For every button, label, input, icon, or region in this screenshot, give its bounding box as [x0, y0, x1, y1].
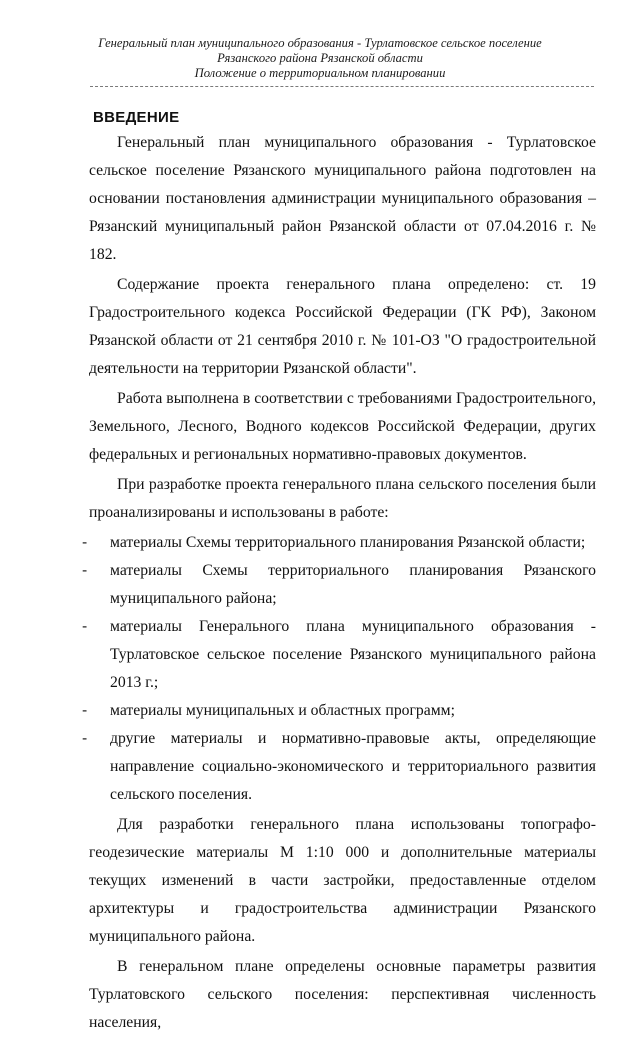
list-item	[82, 725, 596, 809]
running-header	[0, 36, 640, 81]
list-item	[82, 697, 596, 725]
paragraph-compliance: Работа выполнена в соответствии с требованиями Градостроительного, Земельного, Лесного, Водного кодексов Российской Федерации, других федеральных и региональных нормативно-правовых документов.	[89, 390, 596, 463]
header-region-line: Рязанского района Рязанской области	[217, 51, 423, 65]
bullet-dash: -	[82, 562, 88, 579]
list-item	[82, 613, 596, 697]
paragraph-intro: Генеральный план муниципального образования - Турлатовское сельское поселение Рязанского муниципального района подготовлен на основании постановления администрации муниципального образования – Рязанский муниципальный район Рязанской области от 07.04.2016 г. № 182.	[89, 134, 596, 263]
document-body	[82, 107, 596, 1039]
header-divider	[90, 86, 594, 87]
paragraph-materials-intro: При разработке проекта генерального плана сельского поселения были проанализированы и использованы в работе:	[89, 476, 596, 521]
paragraph-content-basis: Содержание проекта генерального плана определено: ст. 19 Градостроительного кодекса Российской Федерации (ГК РФ), Законом Рязанской области от 21 сентября 2010 г. № 101-ОЗ "О градостроительной деятельности на территории Рязанской области".	[89, 276, 596, 377]
list-item-text: материалы Схемы территориального планирования Рязанской области;	[110, 534, 586, 551]
list-item-text: другие материалы и нормативно-правовые акты, определяющие направление социально-экономического и территориального развития сельского поселения.	[110, 730, 596, 803]
header-section-line: Положение о территориальном планировании	[194, 66, 446, 80]
header-title-line: Генеральный план муниципального образования - Турлатовское сельское поселение	[98, 36, 542, 50]
bullet-dash: -	[82, 702, 88, 719]
list-item-text: материалы Схемы территориального планирования Рязанского муниципального района;	[110, 562, 596, 607]
bullet-dash: -	[82, 730, 88, 747]
list-item	[82, 529, 596, 557]
list-item-text: материалы Генерального плана муниципального образования - Турлатовское сельское поселение Рязанского муниципального района 2013 г.;	[110, 618, 596, 691]
bullet-dash: -	[82, 534, 88, 551]
materials-list	[82, 529, 596, 809]
list-item-text: материалы муниципальных и областных программ;	[110, 702, 455, 719]
paragraph-parameters: В генеральном плане определены основные параметры развития Турлатовского сельского поселения: перспективная численность населения,	[89, 958, 596, 1031]
section-heading: ВВЕДЕНИЕ	[93, 109, 180, 126]
bullet-dash: -	[82, 618, 88, 635]
paragraph-source-materials: Для разработки генерального плана использованы топографо-геодезические материалы М 1:10 000 и дополнительные материалы текущих изменений в части застройки, предоставленные отделом архитектуры и градостроительства администрации Рязанского муниципального района.	[89, 816, 596, 945]
list-item	[82, 557, 596, 613]
